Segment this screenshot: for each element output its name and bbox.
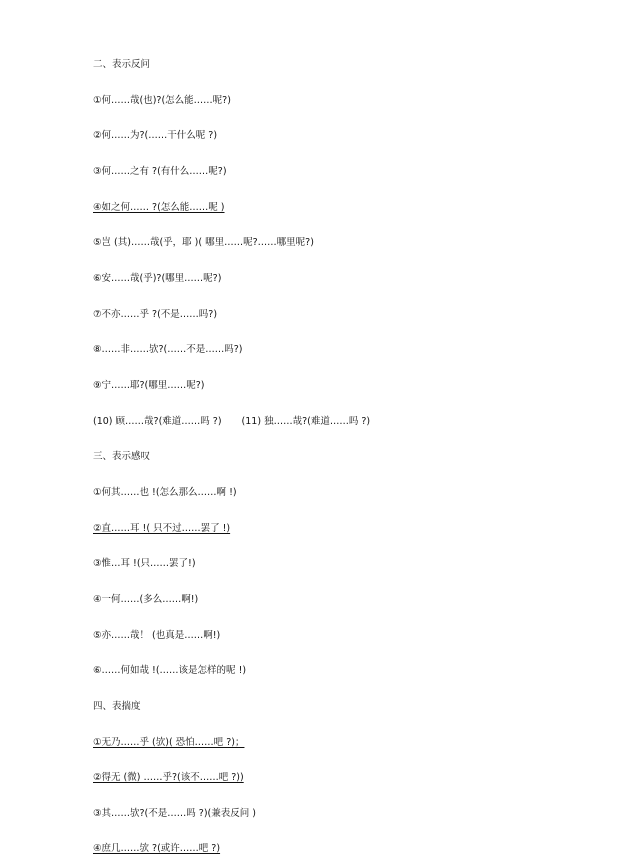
list-item-left: (10) 顾……哉?(难道……吗 ?) — [93, 416, 222, 427]
list-item: ⑦不亦……乎 ?(不是……吗?) — [93, 309, 218, 320]
section-heading-conjecture: 四、表揣度 — [93, 701, 141, 712]
list-item: ⑥……何如哉 !(……该是怎样的呢 !) — [93, 665, 247, 676]
list-item: ④如之何…… ?(怎么能……呢 ) — [93, 202, 225, 213]
list-item: ①何其……也 !(怎么那么……啊 !) — [93, 487, 237, 498]
list-item: ②何……为?(……干什么呢 ?) — [93, 130, 218, 141]
list-item: ③其……欤?(不是……吗 ?)(兼表反问 ) — [93, 808, 256, 819]
list-item: ①何……哉(也)?(怎么能……呢?) — [93, 95, 231, 106]
list-item: ④一何……(多么……啊!) — [93, 594, 199, 605]
list-item: ①无乃……乎 (欤)( 恐怕……吧 ?)； — [93, 737, 245, 748]
list-item: ②直……耳 !( 只不过……罢了 !) — [93, 523, 231, 534]
list-item: ③惟…耳 !(只……罢了!) — [93, 558, 196, 569]
section-heading-rhetorical: 二、表示反问 — [93, 59, 151, 70]
list-item: ⑧……非……欤?(……不是……吗?) — [93, 344, 243, 355]
list-item: ⑤岂 (其)……哉(乎，耶 )( 哪里……呢?……哪里呢?) — [93, 237, 314, 248]
list-item: ⑤亦……哉！ (也真是……啊!) — [93, 630, 221, 641]
list-item-right: (11) 独……哉?(难道……吗 ?) — [241, 416, 371, 427]
list-item: ④庶几……欤 ?(或许……吧 ?) — [93, 843, 221, 854]
section-heading-exclamation: 三、表示感叹 — [93, 451, 151, 462]
list-item: ⑥安……哉(乎)?(哪里……呢?) — [93, 273, 222, 284]
list-item-pair — [93, 416, 370, 428]
list-item: ②得无 (微) ……乎?(该不……吧 ?)) — [93, 772, 244, 783]
list-item: ③何……之有 ?(有什么……呢?) — [93, 166, 227, 177]
list-item: ⑨宁……耶?(哪里……呢?) — [93, 380, 205, 391]
